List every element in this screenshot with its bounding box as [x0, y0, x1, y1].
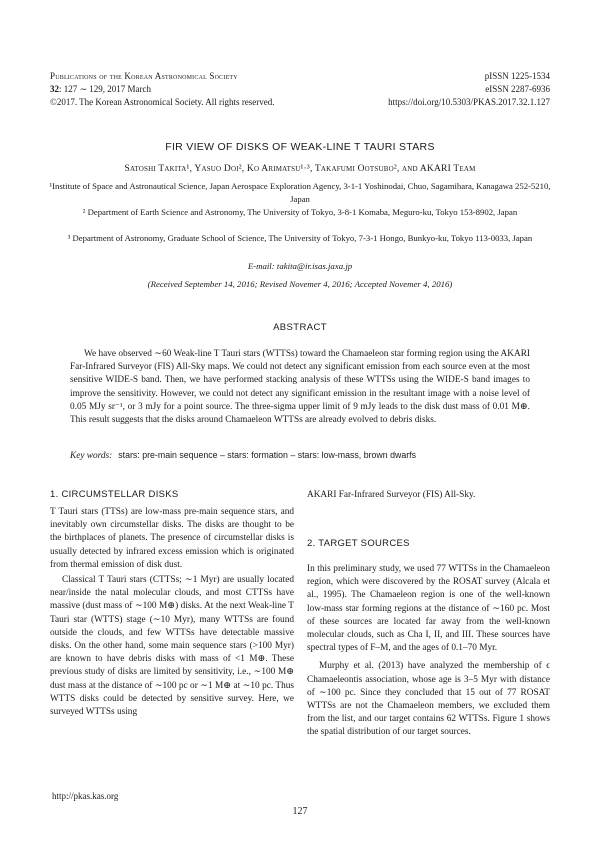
section-1-continuation: AKARI Far-Infrared Surveyor (FIS) All-Sky. — [307, 490, 476, 500]
volume-info — [50, 83, 151, 96]
keywords — [70, 449, 530, 463]
affiliation-3: ³ Department of Astronomy, Graduate School of Science, The University of Tokyo, 7-3-1 Hongo, Bunkyo-ku, Tokyo 113-0033, Japan — [67, 233, 533, 243]
affiliation-2: ² Department of Earth Science and Astronomy, The University of Tokyo, 3-8-1 Komaba, Meguro-ku, Tokyo 153-8902, Japan — [82, 207, 518, 217]
section-1-heading: 1. CIRCUMSTELLAR DISKS — [50, 489, 179, 500]
volume-number: 32 — [50, 84, 59, 94]
page-number: 127 — [292, 806, 308, 817]
abstract-text: We have observed ∼60 Weak-line T Tauri stars (WTTSs) toward the Chamaeleon star forming region using the AKARI Far-Infrared Surveyor (FIS) All-Sky maps. We could not detect any significant emission from each source even at the most sensitive WIDE-S band. Then, we have performed stacking analysis of these WTTSs using the WIDE-S band images to improve the sensitivity. However, we could not detect any significant emission in the resultant image with a noise level of 0.05 MJy sr⁻¹, or 3 mJy for a point source. The three-sigma upper limit of 9 mJy leads to the disk dust mass of 0.01 M⊕. This result suggests that the disks around Chamaeleon WTTSs are already evolved to debris disks. — [70, 349, 530, 426]
section-2-heading: 2. TARGET SOURCES — [307, 538, 410, 549]
journal-name: Publications of the Korean Astronomical Society — [50, 71, 238, 81]
section-2-paragraph-1: In this preliminary study, we used 77 WTTSs in the Chamaeleon region, which were discovered by the ROSAT survey (Alcala et al., 1995). The Chamaeleon region is one of the well-known low-mass star forming regions at the distance of ∼160 pc. Most of these sources are located far away from the well-known molecular clouds, such as Cha I, II, and III. These sources have spectral types of F–M, and the ages of 0.1–70 Myr. — [307, 564, 550, 654]
volume-pages: : 127 ∼ 129, 2017 March — [59, 84, 152, 94]
doi-link[interactable]: https://doi.org/10.5303/PKAS.2017.32.1.127 — [388, 97, 550, 107]
right-column-continuation — [307, 489, 550, 502]
keywords-label: Key words: — [70, 451, 113, 461]
left-column — [50, 506, 294, 719]
section-2-paragraph-2: Murphy et al. (2013) have analyzed the membership of ϵ Chamaeleontis association, whose age is 3–5 Myr with distance of ∼100 pc. Since they concluded that 15 out of 77 ROSAT WTTSs are not the Chamaeleon members, we excluded them from the list, and our target contains 62 WTTSs. Figure 1 shows the spatial distribution of our target sources. — [307, 661, 550, 738]
abstract-heading: ABSTRACT — [273, 322, 327, 333]
eissn: eISSN 2287-6936 — [485, 84, 550, 94]
keywords-list: stars: pre-main sequence – stars: formation – stars: low-mass, brown dwarfs — [118, 450, 417, 460]
section-1-paragraph-2: Classical T Tauri stars (CTTSs; ∼1 Myr) are usually located near/inside the natal molecular clouds, and most CTTSs have massive (dust mass of ∼100 M⊕) disks. At the next Weak-line T Tauri star (WTTS) stage (∼10 Myr), many WTTSs are found outside the clouds, and few WTTSs have detectable massive disks. On the other hand, some main sequence stars (>100 Myr) are known to have debris disks with mass of <1 M⊕. These previous study of disks are limited by sensitivity, i.e., ∼100 M⊕ dust mass at the distance of ∼100 pc or ∼1 M⊕ at ∼10 pc. Thus WTTS disks could be detected by sensitive survey. Here, we surveyed WTTSs using — [50, 575, 294, 718]
affiliation-1: ¹Institute of Space and Astronautical Science, Japan Aerospace Exploration Agency, 3-1-1 Yoshinodai, Chuo, Sagamihara, Kanagawa 252-5210, Japan — [49, 181, 551, 204]
paper-title: FIR VIEW OF DISKS OF WEAK-LINE T TAURI STARS — [165, 141, 435, 153]
copyright: ©2017. The Korean Astronomical Society. All rights reserved. — [50, 97, 275, 107]
email: E-mail: takita@ir.isas.jaxa.jp — [247, 261, 353, 271]
pissn: pISSN 1225-1534 — [484, 71, 550, 81]
section-1-paragraph-1: T Tauri stars (TTSs) are low-mass pre-main sequence stars, and inevitably own circumstellar disks. The disks are thought to be the birthplaces of planets. The presence of circumstellar disks is usually detected by infrared excess emission which is originated from thermal emission of disk dust. — [50, 507, 294, 570]
author-list: Satoshi Takita¹, Yasuo Doi², Ko Arimatsu¹·³, Takafumi Ootsubo², and AKARI Team — [124, 164, 476, 174]
received-dates: (Received September 14, 2016; Revised Novemer 4, 2016; Accepted Novemer 4, 2016) — [147, 279, 453, 289]
footer-url[interactable]: http://pkas.kas.org — [52, 791, 119, 801]
right-column — [307, 563, 550, 740]
